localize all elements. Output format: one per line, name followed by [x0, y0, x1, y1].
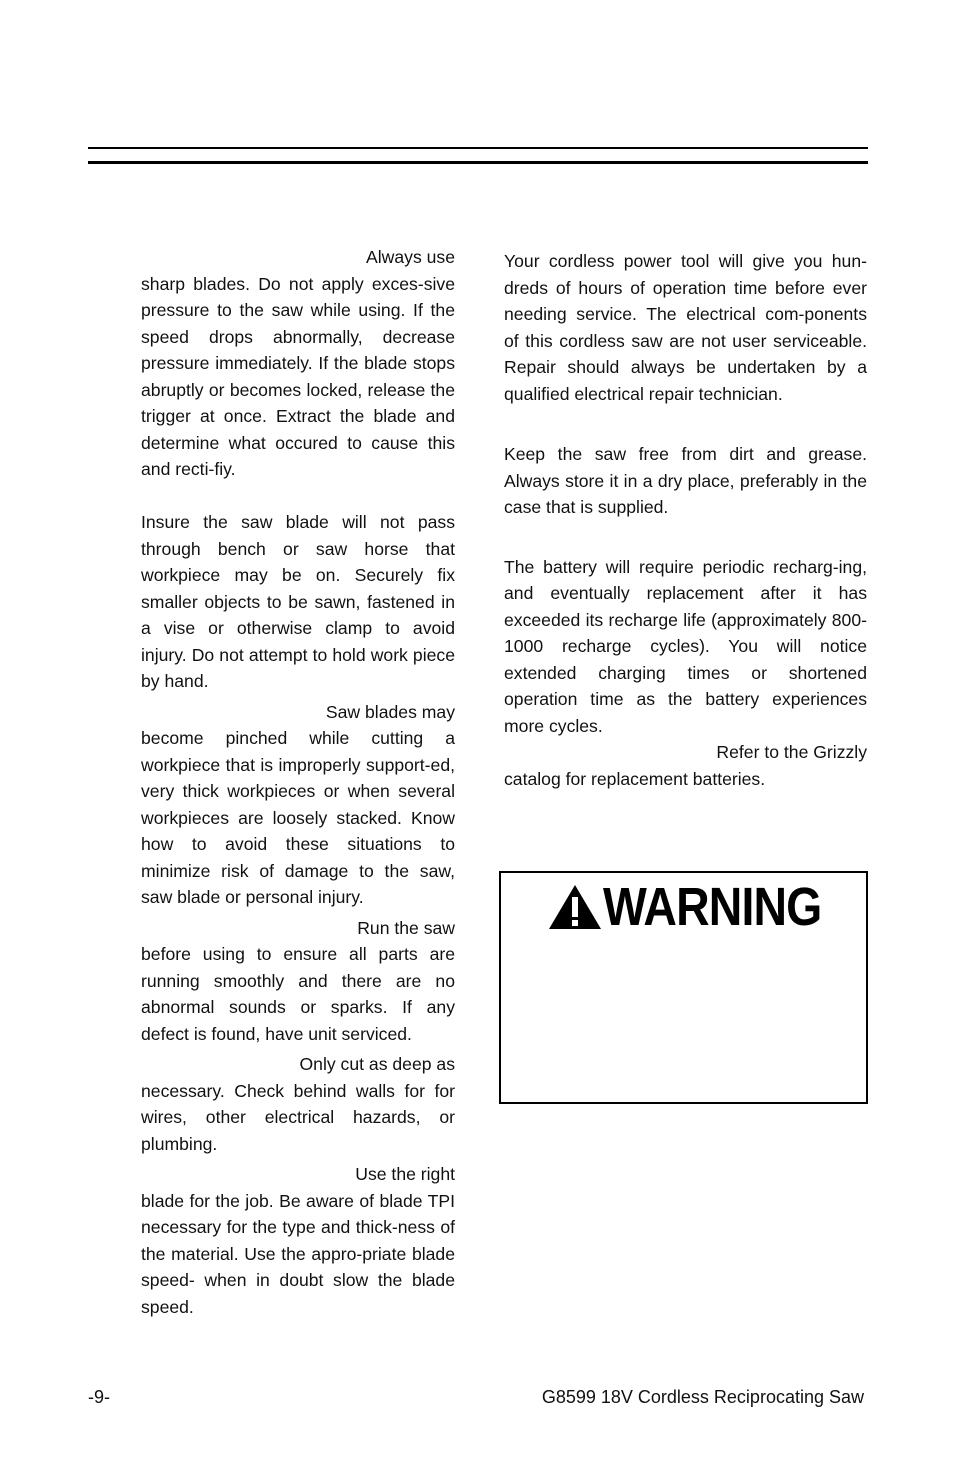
paragraph-body: catalog for replacement batteries.: [504, 768, 766, 789]
header-rule-thin: [88, 147, 868, 149]
header-rule-thick: [88, 161, 868, 164]
paragraph-body: blade for the job. Be aware of blade TPI necessary for the type and thick-ness of the material. Use the appro-priate blade speed- when in doubt slow the blade speed.: [141, 1190, 455, 1317]
paragraph-cut-depth: [141, 1051, 455, 1157]
paragraph-lead: Use the right: [355, 1164, 455, 1184]
paragraph-pinched-blades: [141, 699, 455, 911]
left-column: [141, 244, 455, 1320]
paragraph-body: necessary. Check behind walls for for wires, other electrical hazards, or plumbing.: [141, 1080, 455, 1154]
paragraph-service: Your cordless power tool will give you hun-dreds of hours of operation time before ever needing service. The electrical com-ponents of this cordless saw are not user serviceable. Repair should always be undertaken by a qualified electrical repair technician.: [504, 251, 867, 404]
paragraph-body: before using to ensure all parts are running smoothly and there are no abnormal sounds or sparks. If any defect is found, have unit serviced.: [141, 944, 455, 1044]
paragraph-battery: [504, 554, 867, 793]
paragraph-body: Insure the saw blade will not pass through bench or saw horse that workpiece may be on. Securely fix smaller objects to be sawn, fastened in a vise or otherwise clamp to avoid injury. Do not attempt to hold work piece by hand.: [141, 512, 455, 691]
paragraph-right-blade: [141, 1161, 455, 1320]
right-column: [504, 248, 867, 792]
paragraph-sharp-blades: [141, 244, 455, 483]
paragraph-run-saw: [141, 915, 455, 1048]
warning-triangle-icon: [547, 883, 603, 931]
page-number: -9-: [88, 1387, 110, 1407]
paragraph-secure-workpiece: [141, 509, 455, 695]
document-title: G8599 18V Cordless Reciprocating Saw: [541, 1387, 864, 1407]
warning-label: WARNING: [603, 877, 822, 937]
paragraph-lead: Always use: [366, 247, 455, 267]
paragraph-lead: Run the saw: [357, 917, 455, 938]
warning-box: [499, 871, 868, 1104]
warning-header: [547, 879, 857, 935]
paragraph-body: become pinched while cutting a workpiece that is improperly support-ed, very thick workpieces or when several workpieces are loosely stacked. Know how to avoid these situations to minimize risk of damage to the saw, saw blade or personal injury.: [141, 728, 455, 907]
paragraph-storage: Keep the saw free from dirt and grease. Always store it in a dry place, preferably in the case that is supplied.: [504, 444, 867, 517]
paragraph-body: sharp blades. Do not apply exces-sive pressure to the saw while using. If the speed drops abnormally, decrease pressure immediately. If the blade stops abruptly or becomes locked, release the trigger at once. Extract the blade and determine what occured to cause this and recti-fiy.: [141, 273, 455, 479]
paragraph-lead: Refer to the Grizzly: [716, 742, 867, 762]
paragraph-body: The battery will require periodic recharg-ing, and eventually replacement after it has exceeded its recharge life (approximately 800-1000 recharge cycles). You will notice extended charging times or shortened operation time as the battery experiences more cycles.: [504, 556, 867, 736]
paragraph-lead: Only cut as deep as: [299, 1054, 455, 1074]
paragraph-lead: Saw blades may: [325, 701, 455, 722]
